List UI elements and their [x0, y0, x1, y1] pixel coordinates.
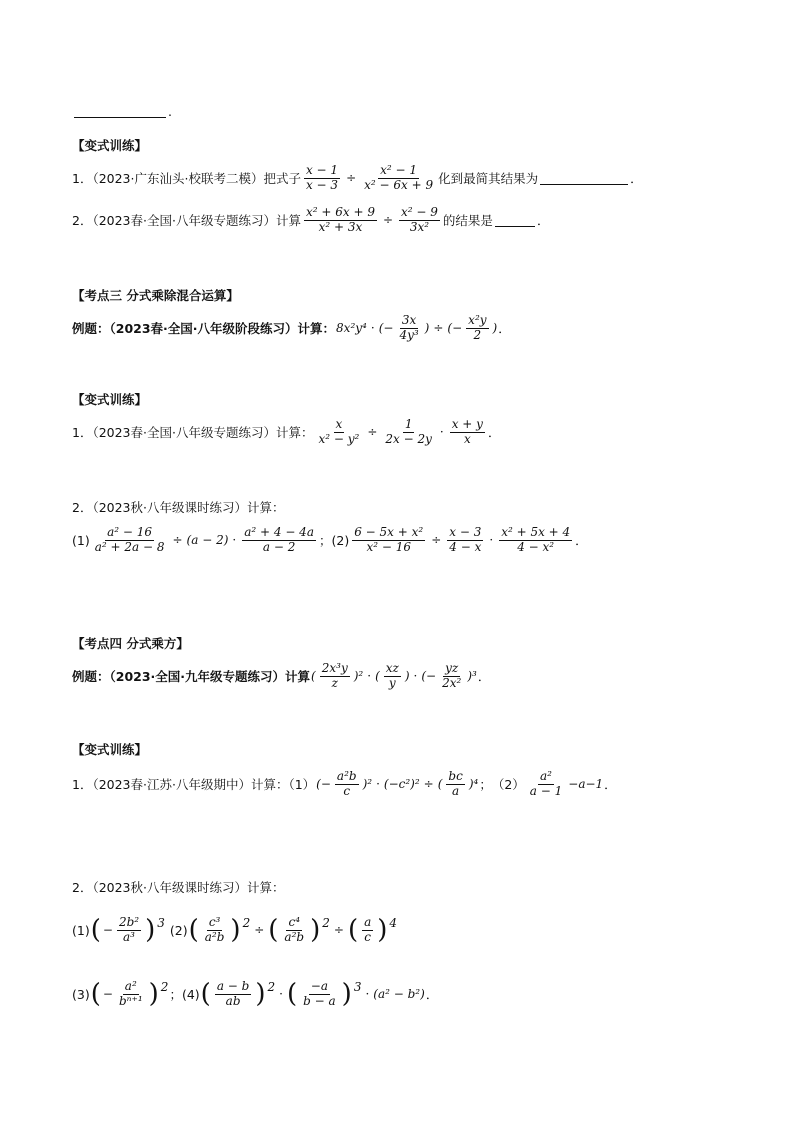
denominator: x — [463, 431, 471, 446]
denominator: a²b — [204, 929, 225, 944]
right-paren: ) — [230, 915, 241, 946]
paren: (− — [378, 321, 394, 336]
period: ． — [498, 321, 511, 337]
paren: ( — [375, 669, 380, 684]
paren: )² — [362, 777, 373, 792]
fraction — [498, 526, 573, 555]
question-2 — [72, 878, 285, 896]
exponent: 2 — [242, 916, 251, 930]
numerator: a² — [540, 769, 552, 783]
denominator: c — [343, 783, 351, 798]
fraction — [383, 662, 402, 691]
denominator: b − a — [303, 993, 336, 1008]
separator: ； — [169, 987, 182, 1003]
question-1 — [72, 164, 643, 193]
term: (−c²)² — [383, 777, 420, 792]
fraction — [382, 418, 435, 447]
period: ． — [630, 171, 643, 187]
minus: − — [102, 923, 113, 938]
numerator: x² + 6x + 9 — [305, 205, 375, 219]
question-2-parts — [72, 526, 588, 555]
part-label: (2) — [331, 532, 350, 548]
numerator: a − b — [216, 979, 250, 993]
operator: · — [376, 777, 380, 792]
example-topic-3 — [72, 314, 511, 343]
fraction — [241, 526, 317, 555]
fraction — [361, 916, 374, 945]
operator: ÷ — [382, 213, 394, 228]
period: . — [168, 104, 172, 119]
operator: · — [365, 987, 370, 1002]
question-2 — [72, 206, 549, 235]
denominator: a − 2 — [262, 539, 296, 554]
left-paren: ( — [90, 915, 101, 946]
numerator: x² − 9 — [401, 205, 438, 219]
numerator: x² − 1 — [380, 163, 418, 177]
fraction — [449, 418, 486, 447]
period: ． — [425, 987, 439, 1003]
numerator: x − 1 — [305, 163, 339, 177]
period: ． — [477, 669, 491, 685]
section-heading-topic-3: 【考点三 分式乘除混合运算】 — [72, 288, 239, 303]
fraction — [116, 916, 142, 945]
paren: ( — [311, 669, 316, 684]
term: (a − 2) — [186, 533, 229, 548]
fraction — [445, 770, 465, 799]
numerator: x² + 5x + 4 — [501, 525, 571, 539]
numerator: c⁴ — [288, 915, 301, 929]
denominator: ab — [225, 993, 241, 1008]
part-label: (1) — [72, 922, 90, 938]
left-paren: ( — [200, 979, 211, 1010]
right-paren: ) — [148, 979, 159, 1010]
period: ． — [536, 213, 550, 229]
separator: ； — [318, 533, 332, 549]
fraction — [214, 980, 253, 1009]
period: ． — [604, 777, 617, 793]
operator: · — [489, 533, 494, 548]
paren: (− — [447, 321, 463, 336]
numerator: yz — [445, 661, 459, 675]
paren: ) — [424, 321, 430, 336]
paren: )⁴ — [468, 777, 479, 792]
numerator: 2x³y — [321, 661, 348, 675]
part-label: (1) — [72, 532, 90, 548]
denominator: 3x² — [409, 219, 430, 234]
fraction — [319, 662, 351, 691]
left-paren: ( — [286, 979, 298, 1010]
denominator: c — [364, 929, 372, 944]
denominator: x² + 3x — [318, 219, 363, 234]
numerator: x + y — [451, 417, 483, 431]
part-label: (3) — [72, 986, 90, 1002]
numerator: 2b² — [118, 915, 140, 929]
fraction — [315, 418, 362, 447]
operator: ÷ — [367, 425, 378, 440]
period: ． — [575, 533, 588, 549]
fraction — [446, 526, 484, 555]
term: −a−1 — [568, 777, 604, 792]
section-heading-variant-2: 【变式训练】 — [72, 392, 148, 407]
answer-blank — [74, 105, 166, 118]
numerator: x − 3 — [449, 525, 482, 539]
exponent: 4 — [389, 916, 398, 930]
right-paren: ) — [310, 915, 321, 946]
question-prefix: 2．（2023秋·八年级课时练习）计算： — [72, 880, 285, 895]
denominator: 4y³ — [399, 327, 419, 342]
operator: · — [439, 425, 444, 440]
paren: ( — [437, 777, 443, 792]
top-answer-line — [72, 104, 172, 119]
operator: ÷ — [431, 533, 442, 548]
answer-blank — [495, 214, 535, 227]
operator: · — [232, 533, 237, 548]
operator: ÷ — [433, 321, 444, 336]
operator: ÷ — [172, 533, 183, 548]
denominator: 4 − x — [449, 539, 482, 554]
paren: (− — [421, 669, 437, 684]
question-1 — [72, 418, 500, 447]
example-prefix: 例题：（2023春·全国·八年级阶段练习）计算： — [72, 321, 336, 337]
denominator: 2x² — [442, 675, 462, 690]
numerator: a — [364, 915, 372, 929]
denominator: 2 — [473, 327, 482, 342]
minus: − — [102, 987, 113, 1002]
part-label: (4) — [181, 986, 200, 1002]
question-suffix: 的结果是 — [442, 213, 493, 229]
question-2-parts-b — [72, 980, 438, 1009]
denominator: x² − 6x + 9 — [364, 177, 434, 192]
example-topic-4 — [72, 662, 490, 691]
numerator: a² + 4 − 4a — [244, 525, 314, 539]
fraction — [398, 206, 441, 235]
numerator: c³ — [208, 915, 221, 929]
paren: ) — [492, 321, 498, 336]
paren: (− — [316, 777, 331, 792]
fraction — [202, 916, 228, 945]
right-paren: ) — [145, 915, 156, 946]
operator: ÷ — [346, 171, 357, 186]
denominator: a − 1 — [529, 783, 563, 798]
question-prefix: 1．（2023春·江苏·八年级期中）计算：（1） — [72, 777, 316, 793]
fraction — [303, 206, 378, 235]
exponent: 2 — [267, 980, 276, 994]
left-paren: ( — [188, 915, 199, 946]
numerator: 3x — [401, 313, 417, 327]
fraction — [92, 526, 168, 555]
term: (a² − b²) — [373, 987, 425, 1002]
operator: ÷ — [254, 923, 265, 938]
denominator: x − 3 — [305, 177, 339, 192]
paren: )³ — [467, 669, 477, 684]
denominator: x² − y² — [318, 431, 360, 446]
fraction — [300, 980, 339, 1009]
answer-blank — [540, 172, 628, 185]
part-label: (2) — [169, 922, 188, 938]
exponent: 3 — [353, 980, 362, 994]
fraction — [334, 770, 360, 799]
fraction — [396, 314, 421, 343]
separator: ； （2） — [479, 777, 525, 793]
left-paren: ( — [90, 979, 101, 1010]
fraction — [527, 770, 565, 799]
question-prefix: 1．（2023·广东汕头·校联考二模）把式子 — [72, 171, 301, 187]
question-prefix: 2．（2023秋·八年级课时练习）计算： — [72, 500, 285, 515]
paren: ) — [404, 669, 410, 684]
term: 8x²y⁴ — [336, 321, 367, 336]
numerator: xz — [385, 661, 399, 675]
numerator: bc — [448, 769, 463, 783]
question-1 — [72, 770, 617, 799]
fraction — [116, 980, 146, 1009]
numerator: x²y — [468, 313, 487, 327]
operator: · — [367, 669, 372, 684]
denominator: 4 − x² — [517, 539, 555, 554]
numerator: x — [335, 417, 343, 431]
operator: ÷ — [333, 923, 344, 938]
section-heading-variant-3: 【变式训练】 — [72, 742, 148, 757]
denominator: a³ — [123, 929, 135, 944]
numerator: a² — [124, 979, 137, 993]
fraction — [465, 314, 489, 343]
fraction — [351, 526, 426, 555]
denominator: y — [388, 675, 396, 690]
denominator: a — [452, 783, 460, 798]
question-suffix: 化到最简其结果为 — [438, 171, 539, 187]
question-2-parts-a — [72, 916, 398, 945]
numerator: a² − 16 — [107, 525, 153, 539]
exponent: 2 — [322, 916, 330, 930]
left-paren: ( — [347, 915, 359, 946]
numerator: a²b — [336, 769, 357, 783]
question-prefix: 2．（2023春·全国·八年级专题练习）计算 — [72, 213, 301, 229]
section-heading-topic-4: 【考点四 分式乘方】 — [72, 636, 189, 651]
operator: ÷ — [423, 777, 434, 792]
exponent: 2 — [160, 980, 169, 994]
numerator: 1 — [404, 417, 413, 431]
operator: · — [279, 987, 283, 1002]
right-paren: ) — [341, 979, 352, 1010]
example-prefix: 例题：（2023·全国·九年级专题练习）计算 — [72, 669, 311, 685]
operator: · — [370, 321, 375, 336]
denominator: a² + 2a − 8 — [94, 539, 165, 554]
denominator: a²b — [284, 929, 305, 944]
numerator: 6 − 5x + x² — [354, 525, 424, 539]
question-2 — [72, 498, 285, 516]
denominator: z — [331, 675, 338, 690]
exponent: 3 — [157, 916, 165, 930]
period: ． — [487, 425, 501, 441]
left-paren: ( — [268, 915, 279, 946]
right-paren: ) — [255, 979, 266, 1010]
operator: · — [413, 669, 418, 684]
numerator: −a — [310, 979, 329, 993]
fraction — [361, 164, 436, 193]
paren: )² — [353, 669, 364, 684]
denominator: x² − 16 — [366, 539, 411, 554]
right-paren: ) — [377, 915, 388, 946]
denominator: 2x − 2y — [385, 431, 432, 446]
fraction — [439, 662, 464, 691]
fraction — [303, 164, 341, 193]
fraction — [281, 916, 307, 945]
question-prefix: 1．（2023春·全国·八年级专题练习）计算： — [72, 425, 314, 441]
denominator: bⁿ⁺¹ — [118, 993, 143, 1008]
section-heading-variant-1: 【变式训练】 — [72, 138, 148, 153]
